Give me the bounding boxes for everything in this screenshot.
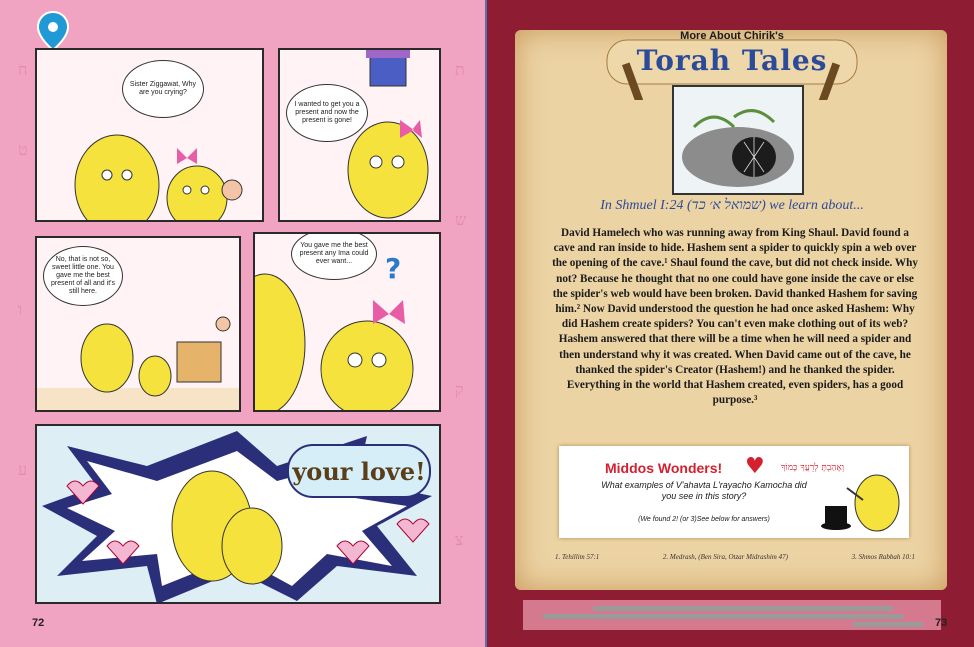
middos-note: (We found 2! (or 3)See below for answers) (638, 516, 770, 523)
footnote: 2. Medrash, (Ben Sira, Otzar Midrashim 47) (662, 553, 788, 561)
hebrew-letter-decoration: ח (18, 60, 28, 79)
chirik-surprised-illustration (255, 234, 441, 412)
map-pin-icon[interactable] (36, 10, 70, 52)
comic-panel-3 (35, 236, 241, 412)
speech-bubble: Sister Ziggawat, Why are you crying? (122, 60, 204, 118)
middos-hebrew: וְאָהַבְתָּ לְרֵעֲךָ כָּמוֹךָ (781, 463, 845, 473)
comic-panel-4 (253, 232, 441, 412)
hebrew-letter-decoration: צ (455, 530, 464, 549)
left-page (0, 0, 485, 647)
speech-bubble: I wanted to get you a present and now the present is gone! (286, 84, 368, 142)
your-love-text: your love! (292, 456, 426, 486)
hebrew-letter-decoration: ו (18, 300, 23, 319)
hebrew-letter-decoration: ק (455, 380, 464, 399)
middos-title: Middos Wonders! (605, 460, 723, 476)
heart-icon: ♥ (745, 454, 765, 479)
footnotes (555, 553, 915, 561)
bottom-banner (523, 600, 941, 630)
footnote: 1. Tehillim 57:1 (555, 553, 600, 561)
header-small-text: More About Chirik's (680, 30, 784, 42)
middos-question: What examples of V'ahavta L'rayacho Kamocha did you see in this story? (601, 480, 807, 501)
chirik-crying-illustration (280, 50, 441, 222)
subtitle: In Shmuel I:24 (שמואל א׳ כד) we learn about... (600, 198, 864, 213)
your-love-bubble (287, 444, 431, 498)
footnote: 3. Shmos Rabbah 10:1 (851, 553, 915, 561)
middos-wonders-box (559, 446, 909, 538)
redacted-line (543, 614, 903, 619)
speech-bubble: You gave me the best present any Ima could ever want... (291, 232, 377, 280)
hebrew-letter-decoration: ת (455, 60, 465, 79)
comic-panel-1 (35, 48, 264, 222)
page-number-left: 72 (32, 617, 45, 629)
redacted-line (593, 606, 893, 611)
page-number-right: 73 (935, 617, 948, 629)
story-text: David Hamelech who was running away from King Shaul. David found a cave and ran inside to hide. Hashem sent a spider to quickly spin a web over the opening of the cave.¹ Shaul found the cave, but did not check inside. Why not? Because he thought that no one could have gone inside the cave or else the spider's web would have been broken. David thanked Hashem for saving him.² Now David understood the question he had once asked Hashem: Why did Hashem create spiders? You can't even make clothing out of its web? Hashem answered that there will be a time when he will need a spider and then understand why it was created. When David came out of the cave, he thanked the spider's Creator (Hashem!) and he thanked the spider. Everything in the world that Hashem created, even spiders, has a good purpose.³ (552, 227, 918, 407)
comic-panel-2 (278, 48, 441, 222)
chirik-characters-illustration (37, 50, 264, 222)
chirik-magician-illustration (817, 448, 907, 538)
svg-text:?: ? (385, 252, 402, 285)
header-title: Torah Tales (636, 44, 828, 77)
chirik-hug-illustration (37, 238, 241, 412)
comic-panel-5 (35, 424, 441, 604)
hebrew-letter-decoration: ט (18, 140, 28, 159)
speech-bubble: No, that is not so, sweet little one. You gave me the best present of all and it's still here. (43, 246, 123, 306)
redacted-line (853, 622, 923, 627)
cave-picture (672, 85, 804, 195)
hebrew-letter-decoration: ש (455, 210, 467, 229)
hebrew-letter-decoration: ע (18, 460, 28, 479)
right-page (487, 0, 974, 647)
